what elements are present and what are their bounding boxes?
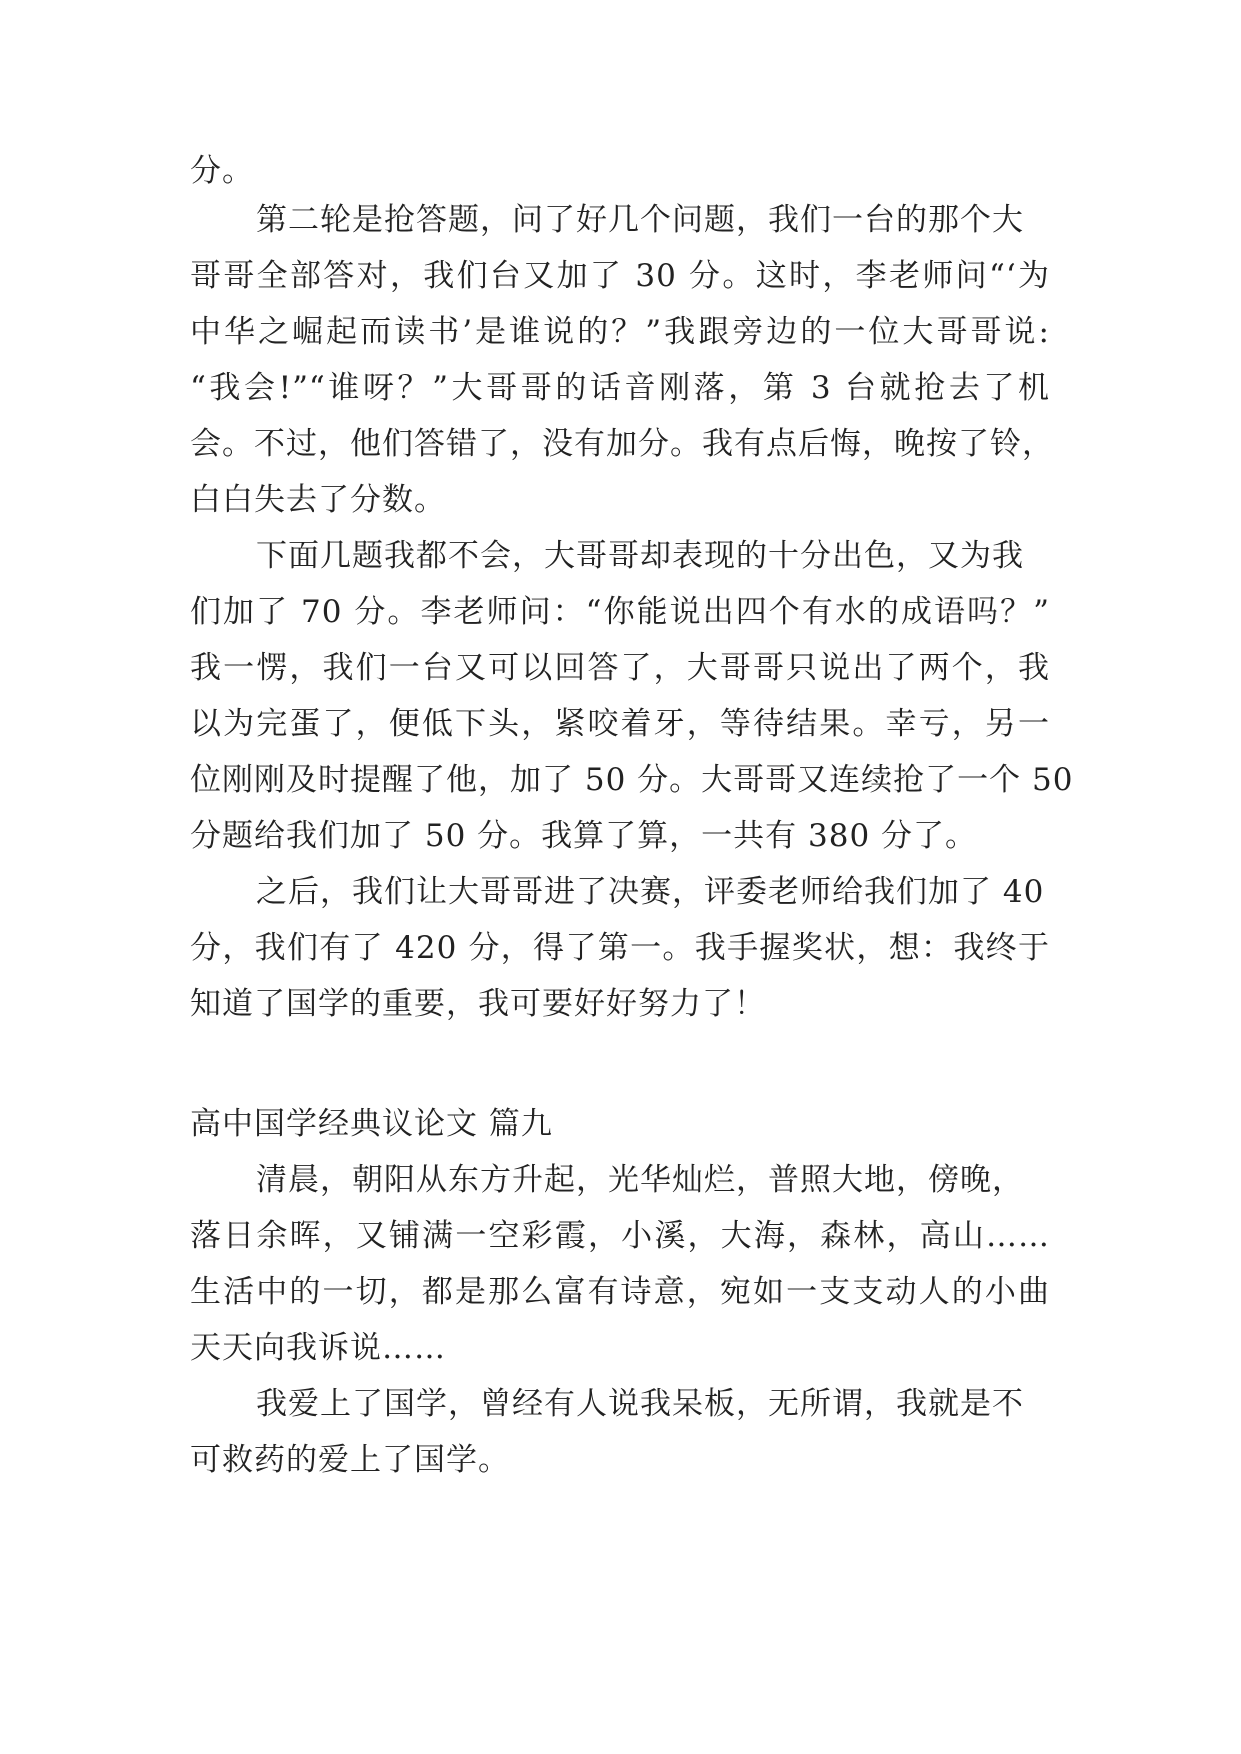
text-line: 们加了 70 分。李老师问：“你能说出四个有水的成语吗？” [190,594,1050,630]
text-line: 天天向我诉说…… [190,1330,446,1366]
section-heading: 高中国学经典议论文 篇九 [190,1106,553,1142]
text-line: 会。不过，他们答错了，没有加分。我有点后悔，晚按了铃， [190,426,1054,462]
text-line: 中华之崛起而读书’是谁说的？”我跟旁边的一位大哥哥说: [190,314,1050,350]
text-line: 第二轮是抢答题，问了好几个问题，我们一台的那个大 [256,202,1024,238]
text-line: 以为完蛋了，便低下头，紧咬着牙，等待结果。幸亏，另一 [190,706,1050,742]
text-line: 落日余晖，又铺满一空彩霞，小溪，大海，森林，高山…… [190,1218,1050,1254]
text-line: “我会!”“谁呀？”大哥哥的话音刚落，第 3 台就抢去了机 [190,370,1050,406]
text-line: 之后，我们让大哥哥进了决赛，评委老师给我们加了 40 [256,874,1045,910]
text-line: 知道了国学的重要，我可要好好努力了！ [190,986,766,1022]
text-line: 白白失去了分数。 [190,482,446,518]
text-line: 下面几题我都不会，大哥哥却表现的十分出色，又为我 [256,538,1024,574]
text-line: 清晨，朝阳从东方升起，光华灿烂，普照大地，傍晚， [256,1162,1024,1198]
text-line: 生活中的一切，都是那么富有诗意，宛如一支支动人的小曲 [190,1274,1050,1310]
text-line: 分题给我们加了 50 分。我算了算，一共有 380 分了。 [190,818,978,854]
text-line: 我一愣，我们一台又可以回答了，大哥哥只说出了两个，我 [190,650,1050,686]
text-line: 我爱上了国学，曾经有人说我呆板，无所谓，我就是不 [256,1386,1024,1422]
text-line: 分，我们有了 420 分，得了第一。我手握奖状，想：我终于 [190,930,1050,966]
text-line: 位刚刚及时提醒了他，加了 50 分。大哥哥又连续抢了一个 50 [190,762,1074,798]
text-line: 分。 [190,153,254,189]
text-line: 哥哥全部答对，我们台又加了 30 分。这时，李老师问“‘为 [190,258,1050,294]
text-line: 可救药的爱上了国学。 [190,1442,510,1478]
